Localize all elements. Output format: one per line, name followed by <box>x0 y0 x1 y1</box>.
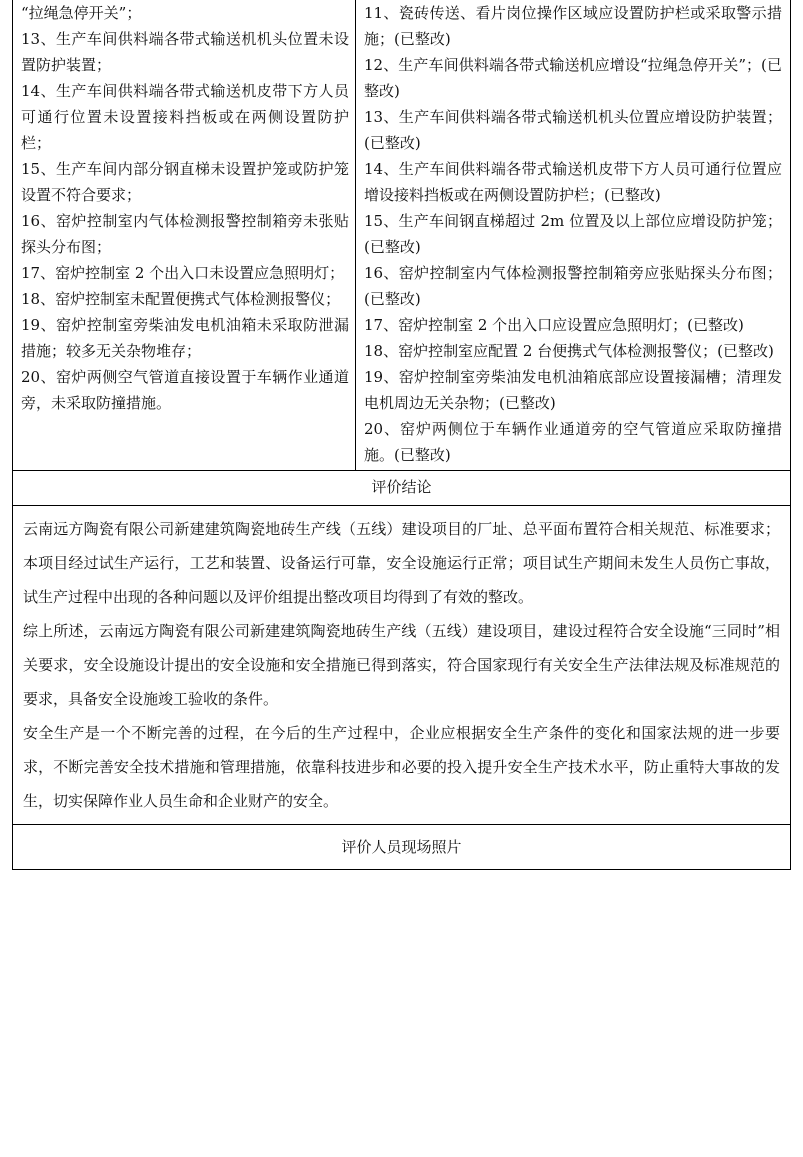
issue-item: 13、生产车间供料端各带式输送机机头位置未设置防护装置； <box>21 30 349 74</box>
issue-item: 14、生产车间供料端各带式输送机皮带下方人员可通行位置未设置接料挡板或在两侧设置防护栏； <box>21 82 349 152</box>
rectification-item: 20、窑炉两侧位于车辆作业通道旁的空气管道应采取防撞措施。(已整改) <box>364 420 782 464</box>
rectification-item: 19、窑炉控制室旁柴油发电机油箱底部应设置接漏槽；清理发电机周边无关杂物；(已整改) <box>364 368 782 412</box>
conclusion-body <box>13 506 790 825</box>
conclusion-paragraph: 安全生产是一个不断完善的过程，在今后的生产过程中，企业应根据安全生产条件的变化和国家法规的进一步要求，不断完善安全技术措施和管理措施，依靠科技进步和必要的投入提升安全生产技术水平，防止重特大事故的发生，切实保障作业人员生命和企业财产的安全。 <box>23 724 780 810</box>
issues-rectification-row <box>13 0 790 471</box>
issue-item: 19、窑炉控制室旁柴油发电机油箱未采取防泄漏措施；较多无关杂物堆存； <box>21 316 349 360</box>
issue-item: 17、窑炉控制室 2 个出入口未设置应急照明灯； <box>21 264 345 282</box>
issue-item: “拉绳急停开关”； <box>21 4 142 22</box>
rectification-item: 12、生产车间供料端各带式输送机应增设“拉绳急停开关”；(已整改) <box>364 56 782 100</box>
rectification-item: 18、窑炉控制室应配置 2 台便携式气体检测报警仪；(已整改) <box>364 342 774 360</box>
rectification-item: 15、生产车间钢直梯超过 2m 位置及以上部位应增设防护笼；(已整改) <box>364 212 782 256</box>
issue-item: 16、窑炉控制室内气体检测报警控制箱旁未张贴探头分布图； <box>21 212 349 256</box>
issue-item: 15、生产车间内部分钢直梯未设置护笼或防护笼设置不符合要求； <box>21 160 349 204</box>
photo-heading: 评价人员现场照片 <box>341 838 462 856</box>
rectification-item: 14、生产车间供料端各带式输送机皮带下方人员可通行位置应增设接料挡板或在两侧设置防护栏；(已整改) <box>364 160 782 204</box>
conclusion-heading: 评价结论 <box>13 471 790 506</box>
evaluation-table <box>12 0 791 870</box>
issue-item: 20、窑炉两侧空气管道直接设置于车辆作业通道旁，未采取防撞措施。 <box>21 368 349 412</box>
issue-item: 18、窑炉控制室未配置便携式气体检测报警仪； <box>21 290 341 308</box>
issues-column <box>13 0 356 470</box>
conclusion-paragraph: 云南远方陶瓷有限公司新建建筑陶瓷地砖生产线（五线）建设项目的厂址、总平面布置符合相关规范、标准要求；本项目经过试生产运行，工艺和装置、设备运行可靠，安全设施运行正常；项目试生产期间未发生人员伤亡事故，试生产过程中出现的各种问题以及评价组提出整改项目均得到了有效的整改。 <box>23 520 780 606</box>
rectification-item: 16、窑炉控制室内气体检测报警控制箱旁应张贴探头分布图；(已整改) <box>364 264 782 308</box>
rectification-column <box>356 0 790 470</box>
rectification-item: 11、瓷砖传送、看片岗位操作区域应设置防护栏或采取警示措施；(已整改) <box>364 4 782 48</box>
rectification-item: 13、生产车间供料端各带式输送机机头位置应增设防护装置；(已整改) <box>364 108 782 152</box>
conclusion-paragraph: 综上所述，云南远方陶瓷有限公司新建建筑陶瓷地砖生产线（五线）建设项目，建设过程符合安全设施“三同时”相关要求，安全设施设计提出的安全设施和安全措施已得到落实，符合国家现行有关安全生产法律法规及标准规范的要求，具备安全设施竣工验收的条件。 <box>23 622 780 708</box>
rectification-item: 17、窑炉控制室 2 个出入口应设置应急照明灯；(已整改) <box>364 316 744 334</box>
